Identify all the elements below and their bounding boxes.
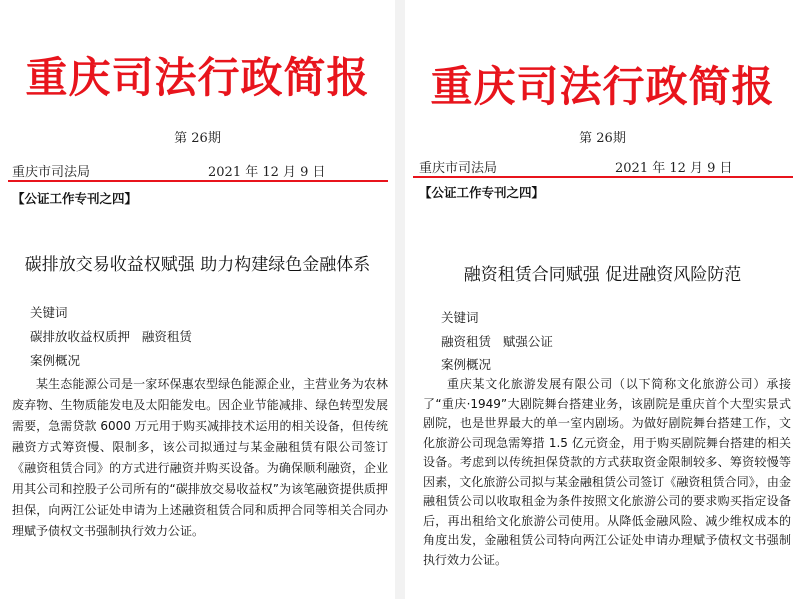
publisher: 重庆市司法局 <box>12 165 91 180</box>
publisher: 重庆市司法局 <box>419 161 498 176</box>
article-body: 某生态能源公司是一家环保惠农型绿色能源企业，主营业务为农林废弃物、生物质能发电及太阳能发电。因企业节能减排、绿色转型发展需要，急需贷款 6000 万元用于购买减排技术运用的相关设备，但传统融资方式筹资慢、限制多，该公司拟通过与某金融租赁有限公司签订《融资租赁合同》的方式进行融资并购买设备。为确保顺利融资，企业用其公司和控股子公司所有的“碳排放交易收益权”为该笔融资提供质押担保，向两江公证处申请为上述融资租赁合同和质押合同等相关合同办理赋予债权文书强制执行效力公证。 <box>12 377 388 538</box>
case-overview-label: 案例概况 <box>441 357 492 372</box>
issue-number: 第 26期 <box>579 131 626 146</box>
publish-date: 2021 年 12 月 9 日 <box>208 165 326 180</box>
issue-number: 第 26期 <box>174 131 221 146</box>
column-tag: 【公证工作专刊之四】 <box>12 191 138 206</box>
red-divider-rule <box>413 176 793 178</box>
keywords-label: 关键词 <box>441 310 479 325</box>
publish-date: 2021 年 12 月 9 日 <box>615 161 733 176</box>
bulletin-page-left <box>0 0 395 599</box>
article-body: 重庆某文化旅游发展有限公司（以下简称文化旅游公司）承接了“重庆·1949”大剧院舞台搭建业务，该剧院是重庆首个大型实景式剧院，也是世界最大的单一室内剧场。为做好剧院舞台搭建工作，文化旅游公司现急需筹措 1.5 亿元资金，用于购买剧院舞台搭建的相关设备。考虑到以传统担保贷款的方式获取资金限制较多、筹资较慢等因素，文化旅游公司拟与某金融租赁公司签订《融资租赁合同》，由金融租赁公司以收取租金为条件按照文化旅游公司的要求购买指定设备后，再出租给文化旅游公司使用。从降低金融风险、减少维权成本的角度出发，金融租赁公司特向两江公证处申请办理赋予债权文书强制执行效力公证。 <box>423 377 791 567</box>
masthead-title: 重庆司法行政简报 <box>25 53 370 102</box>
keywords: 碳排放收益权质押 融资租赁 <box>30 329 192 344</box>
keywords: 融资租赁 赋强公证 <box>441 334 553 349</box>
bulletin-page-right <box>405 0 800 599</box>
red-divider-rule <box>8 180 388 182</box>
page-divider <box>395 0 405 599</box>
article-headline: 碳排放交易收益权赋强 助力构建绿色金融体系 <box>24 255 371 275</box>
column-tag: 【公证工作专刊之四】 <box>419 185 545 200</box>
keywords-label: 关键词 <box>30 305 68 320</box>
masthead-title: 重庆司法行政简报 <box>430 62 775 111</box>
article-headline: 融资租赁合同赋强 促进融资风险防范 <box>463 265 742 285</box>
case-overview-label: 案例概况 <box>30 353 81 368</box>
